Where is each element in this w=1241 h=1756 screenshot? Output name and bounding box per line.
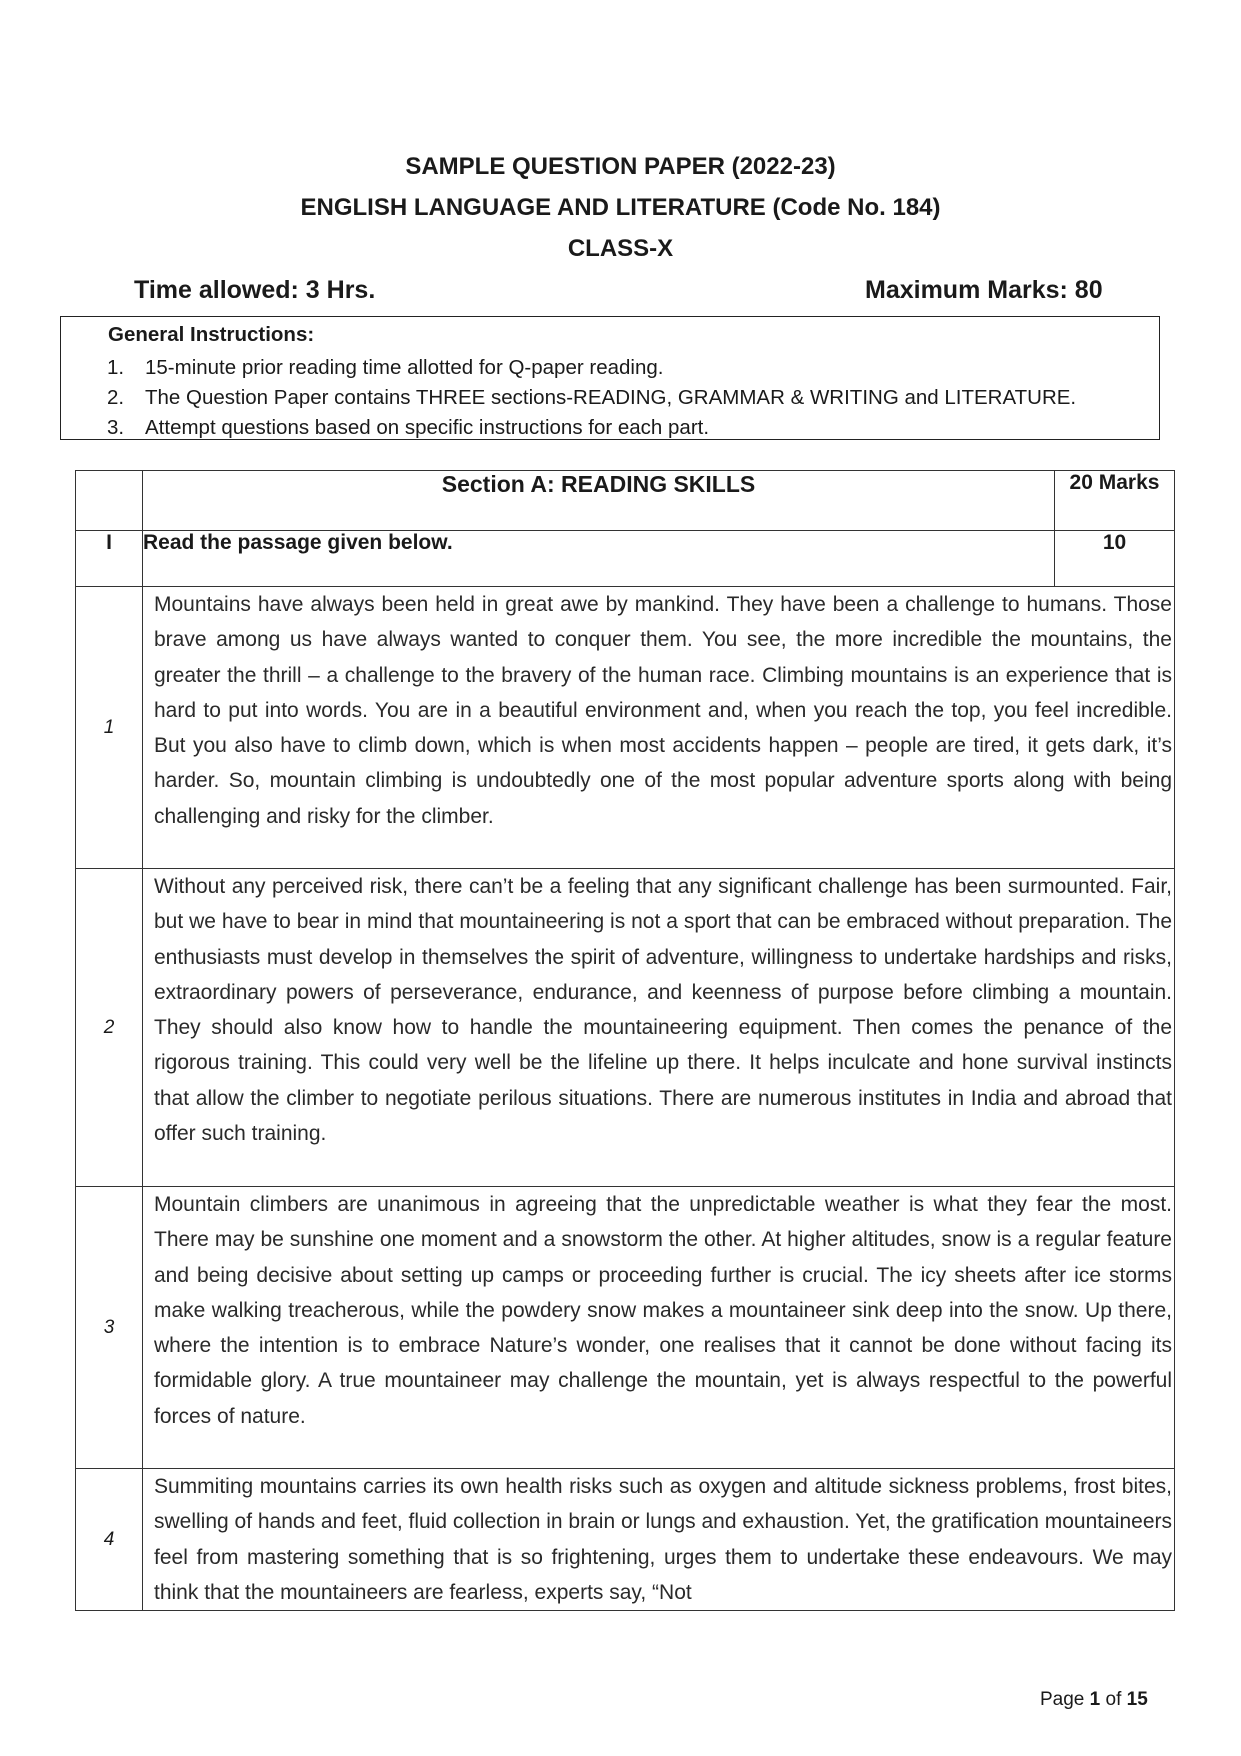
general-instructions-box: [60, 316, 1160, 440]
time-allowed: Time allowed: 3 Hrs.: [134, 276, 376, 304]
instructions-list: [107, 353, 1076, 443]
question-instruction: Read the passage given below.: [143, 531, 1055, 587]
passage-paragraph-row: [76, 1469, 1175, 1611]
section-header-row: [76, 471, 1175, 531]
class-title: CLASS-X: [567, 235, 674, 262]
instruction-text: The Question Paper contains THREE sections-READING, GRAMMAR & WRITING and LITERATURE.: [145, 386, 1077, 409]
question-marks: 10: [1055, 531, 1175, 587]
instruction-text: Attempt questions based on specific instructions for each part.: [145, 416, 710, 439]
question-row: [76, 531, 1175, 587]
section-marks: 20 Marks: [1055, 471, 1175, 531]
paragraph-text: Mountain climbers are unanimous in agreeing that the unpredictable weather is what they fear the most. There may be sunshine one moment and a snowstorm the other. At higher altitudes, snow is a regular feature and being decisive about setting up camps or proceeding further is crucial. The icy sheets after ice storms make walking treacherous, while the powdery snow makes a mountaineer sink deep into the snow. Up there, where the intention is to embrace Nature’s wonder, one realises that it cannot be done without facing its formidable glory. A true mountaineer may challenge the mountain, yet is always respectful to the powerful forces of nature.: [143, 1187, 1175, 1469]
section-a-table: [75, 470, 1175, 1611]
passage-paragraph-row: [76, 1187, 1175, 1469]
maximum-marks: Maximum Marks: 80: [865, 276, 1103, 304]
paragraph-number: 4: [76, 1469, 143, 1611]
paragraph-number: 3: [76, 1187, 143, 1469]
paragraph-text: Without any perceived risk, there can’t be a feeling that any significant challenge has been surmounted. Fair, but we have to bear in mind that mountaineering is not a sport that can be embraced without preparation. The enthusiasts must develop in themselves the spirit of adventure, willingness to undertake hardships and risks, extraordinary powers of perseverance, endurance, and keenness of purpose before climbing a mountain. They should also know how to handle the mountaineering equipment. Then comes the penance of the rigorous training. This could very well be the lifeline up there. It helps inculcate and hone survival instincts that allow the climber to negotiate perilous situations. There are numerous institutes in India and abroad that offer such training.: [143, 869, 1175, 1187]
instruction-number: 1.: [107, 356, 125, 379]
instruction-text: 15-minute prior reading time allotted for Q-paper reading.: [145, 356, 664, 379]
instruction-item: [107, 413, 1076, 443]
instructions-title: General Instructions:: [108, 323, 315, 346]
paragraph-number: 1: [76, 587, 143, 869]
instruction-item: [107, 383, 1076, 413]
page-footer: [1040, 1689, 1148, 1711]
instruction-number: 3.: [107, 416, 125, 439]
page-of: of: [1100, 1689, 1127, 1710]
page-number: 1: [1089, 1689, 1101, 1710]
page-prefix: Page: [1040, 1689, 1090, 1710]
question-number: I: [76, 531, 143, 587]
paragraph-text: Summiting mountains carries its own health risks such as oxygen and altitude sickness problems, frost bites, swelling of hands and feet, fluid collection in brain or lungs and exhaustion. Yet, the gratification mountaineers feel from mastering something that is so frightening, urges them to undertake these endeavours. We may think that the mountaineers are fearless, experts say, “Not: [143, 1469, 1175, 1611]
passage-paragraph-row: [76, 869, 1175, 1187]
subject-title: ENGLISH LANGUAGE AND LITERATURE (Code No. 184): [300, 194, 941, 221]
paragraph-text: Mountains have always been held in great awe by mankind. They have been a challenge to humans. Those brave among us have always wanted to conquer them. You see, the more incredible the mountains, the greater the thrill – a challenge to the bravery of the human race. Climbing mountains is an experience that is hard to put into words. You are in a beautiful environment and, when you reach the top, you feel incredible. But you also have to climb down, which is when most accidents happen – people are tired, it gets dark, it’s harder. So, mountain climbing is undoubtedly one of the most popular adventure sports along with being challenging and risky for the climber.: [143, 587, 1175, 869]
empty-cell: [76, 471, 143, 531]
passage-paragraph-row: [76, 587, 1175, 869]
paper-title: SAMPLE QUESTION PAPER (2022-23): [405, 153, 836, 180]
page-total: 15: [1126, 1689, 1148, 1710]
instruction-item: [107, 353, 1076, 383]
section-title: Section A: READING SKILLS: [143, 471, 1055, 531]
instruction-number: 2.: [107, 386, 125, 409]
paragraph-number: 2: [76, 869, 143, 1187]
